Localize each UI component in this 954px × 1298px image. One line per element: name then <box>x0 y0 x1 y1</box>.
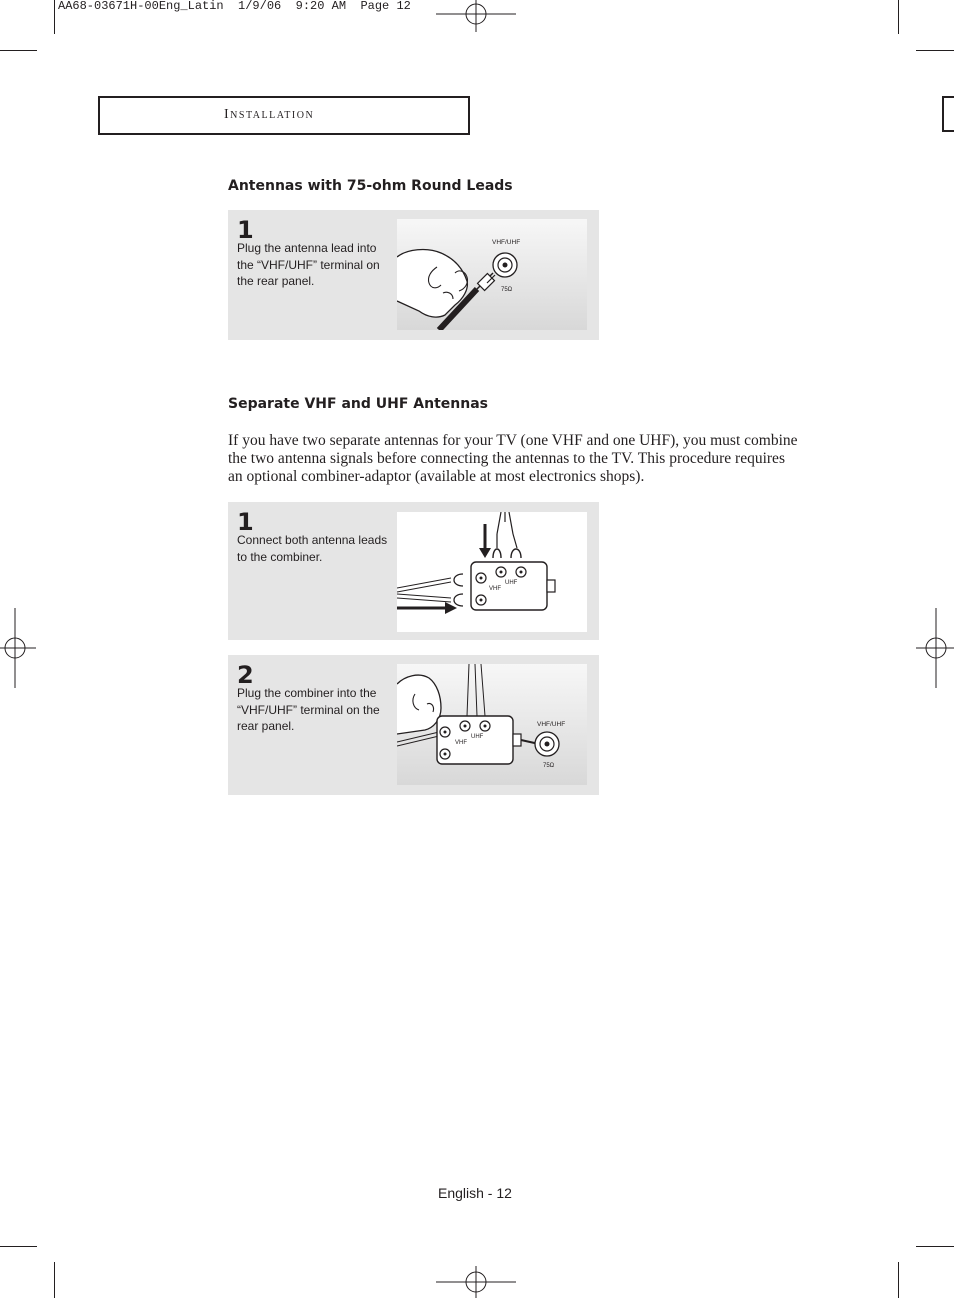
section-title: Installation <box>224 107 315 122</box>
label-75-ohm: 75Ω <box>501 287 513 293</box>
thumb-tab <box>942 96 954 132</box>
illustration-plug-combiner <box>397 664 587 785</box>
label-vhf: VHF <box>489 586 501 592</box>
registration-mark-bottom <box>436 1266 516 1298</box>
step-card-separate-2 <box>228 655 599 795</box>
label-uhf: UHF <box>471 734 484 740</box>
step-instruction: Connect both antenna leads to the combiner. <box>237 533 388 564</box>
heading-separate-antennas: Separate VHF and UHF Antennas <box>228 396 488 412</box>
step-instruction: Plug the antenna lead into the “VHF/UHF” terminal on the rear panel. <box>237 241 380 288</box>
separate-antennas-description: If you have two separate antennas for your TV (one VHF and one UHF), you must combine the two antenna signals before connecting the antennas to the TV. This procedure requires an optional combiner-adaptor (available at most electronics shops). <box>228 432 798 485</box>
print-slug: AA68-03671H-00Eng_Latin 1/9/06 9:20 AM Page 12 <box>58 0 411 13</box>
heading-75ohm: Antennas with 75-ohm Round Leads <box>228 178 513 194</box>
registration-mark-left <box>0 608 36 688</box>
label-vhf-uhf: VHF/UHF <box>537 721 566 728</box>
illustration-connect-combiner <box>397 512 587 632</box>
step-card-separate-1 <box>228 502 599 640</box>
step-card-75ohm-1 <box>228 210 599 340</box>
page-number: English - 12 <box>438 1185 512 1201</box>
registration-mark-top <box>436 0 516 32</box>
illustration-plug-antenna <box>397 219 587 330</box>
step-number: 1 <box>237 216 254 244</box>
step-number: 2 <box>237 661 254 689</box>
label-vhf-uhf: VHF/UHF <box>492 239 521 246</box>
label-vhf: VHF <box>455 740 467 746</box>
label-uhf: UHF <box>505 580 518 586</box>
section-header <box>98 96 470 135</box>
label-75-ohm: 75Ω <box>543 763 555 769</box>
step-instruction: Plug the combiner into the “VHF/UHF” terminal on the rear panel. <box>237 686 380 733</box>
registration-mark-right <box>916 608 954 688</box>
step-number: 1 <box>237 508 254 536</box>
